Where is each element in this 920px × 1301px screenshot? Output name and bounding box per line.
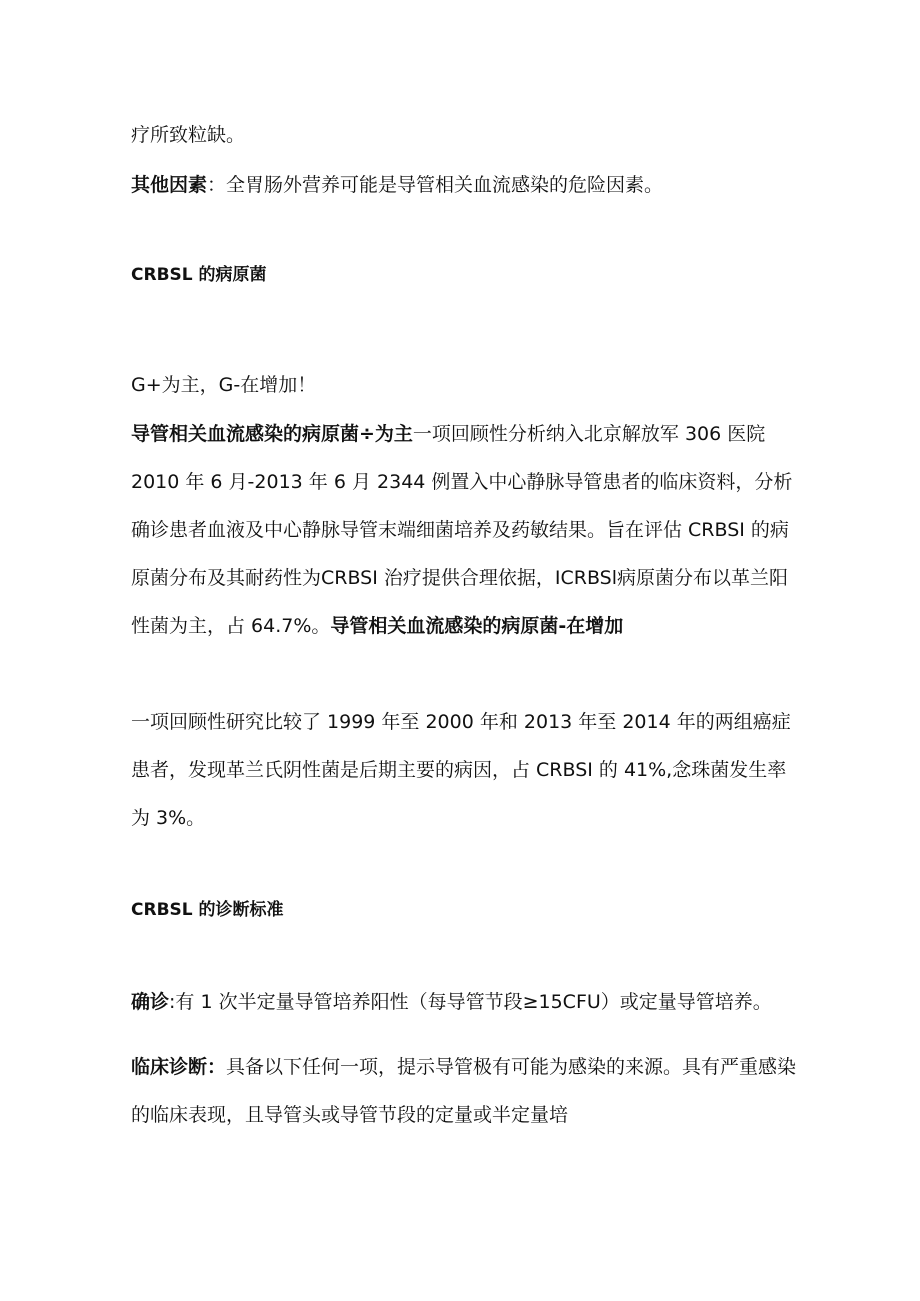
paragraph-retrospective: 一项回顾性研究比较了 1999 年至 2000 年和 2013 年至 2014 年的两组癌症患者，发现革兰氏阴性菌是后期主要的病因，占 CRBSI 的 41%,念珠菌发生率为 3%。 (131, 711, 791, 829)
other-factors-label: 其他因素 (131, 174, 208, 196)
clinical-text: 具备以下任何一项，提示导管极有可能为感染的来源。具有严重感染的临床表现，且导管头或导管节段的定量或半定量培 (131, 1056, 797, 1126)
confirm-label: 确诊 (131, 991, 170, 1013)
section-heading-pathogen: CRBSL 的病原菌 (131, 265, 267, 285)
section-heading-diagnosis: CRBSL 的诊断标准 (131, 900, 284, 920)
other-factors-text: ：全胃肠外营养可能是导管相关血流感染的危险因素。 (207, 174, 664, 196)
pathogen-text: 一项回顾性分析纳入北京解放军 306 医院 2010 年 6 月-2013 年 6 月 2344 例置入中心静脉导管患者的临床资料，分析确诊患者血液及中心静脉导管末端细菌培养及药敏结果。旨在评估 CRBSI 的病原菌分布及其耐药性为CRBSI 治疗提供合理依据，ICRBSl病原菌分布以革兰阳性菌为主，占 64.7%。 (131, 423, 793, 637)
clinical-label: 临床诊断： (131, 1056, 227, 1078)
paragraph-continued: 疗所致粒缺。 (131, 124, 246, 146)
pathogen-bold-lead: 导管相关血流感染的病原菌÷为主 (131, 423, 413, 445)
paragraph-confirm (131, 985, 806, 1019)
pathogen-bold-tail: 导管相关血流感染的病原菌-在增加 (330, 615, 624, 637)
g-plus-line: G+为主，G-在增加！ (131, 374, 317, 396)
paragraph-other-factors (131, 168, 806, 202)
confirm-text: :有 1 次半定量导管培养阳性（每导管节段≥15CFU）或定量导管培养。 (169, 991, 772, 1013)
paragraph-clinical (131, 1043, 799, 1139)
paragraph-pathogen (131, 410, 799, 650)
